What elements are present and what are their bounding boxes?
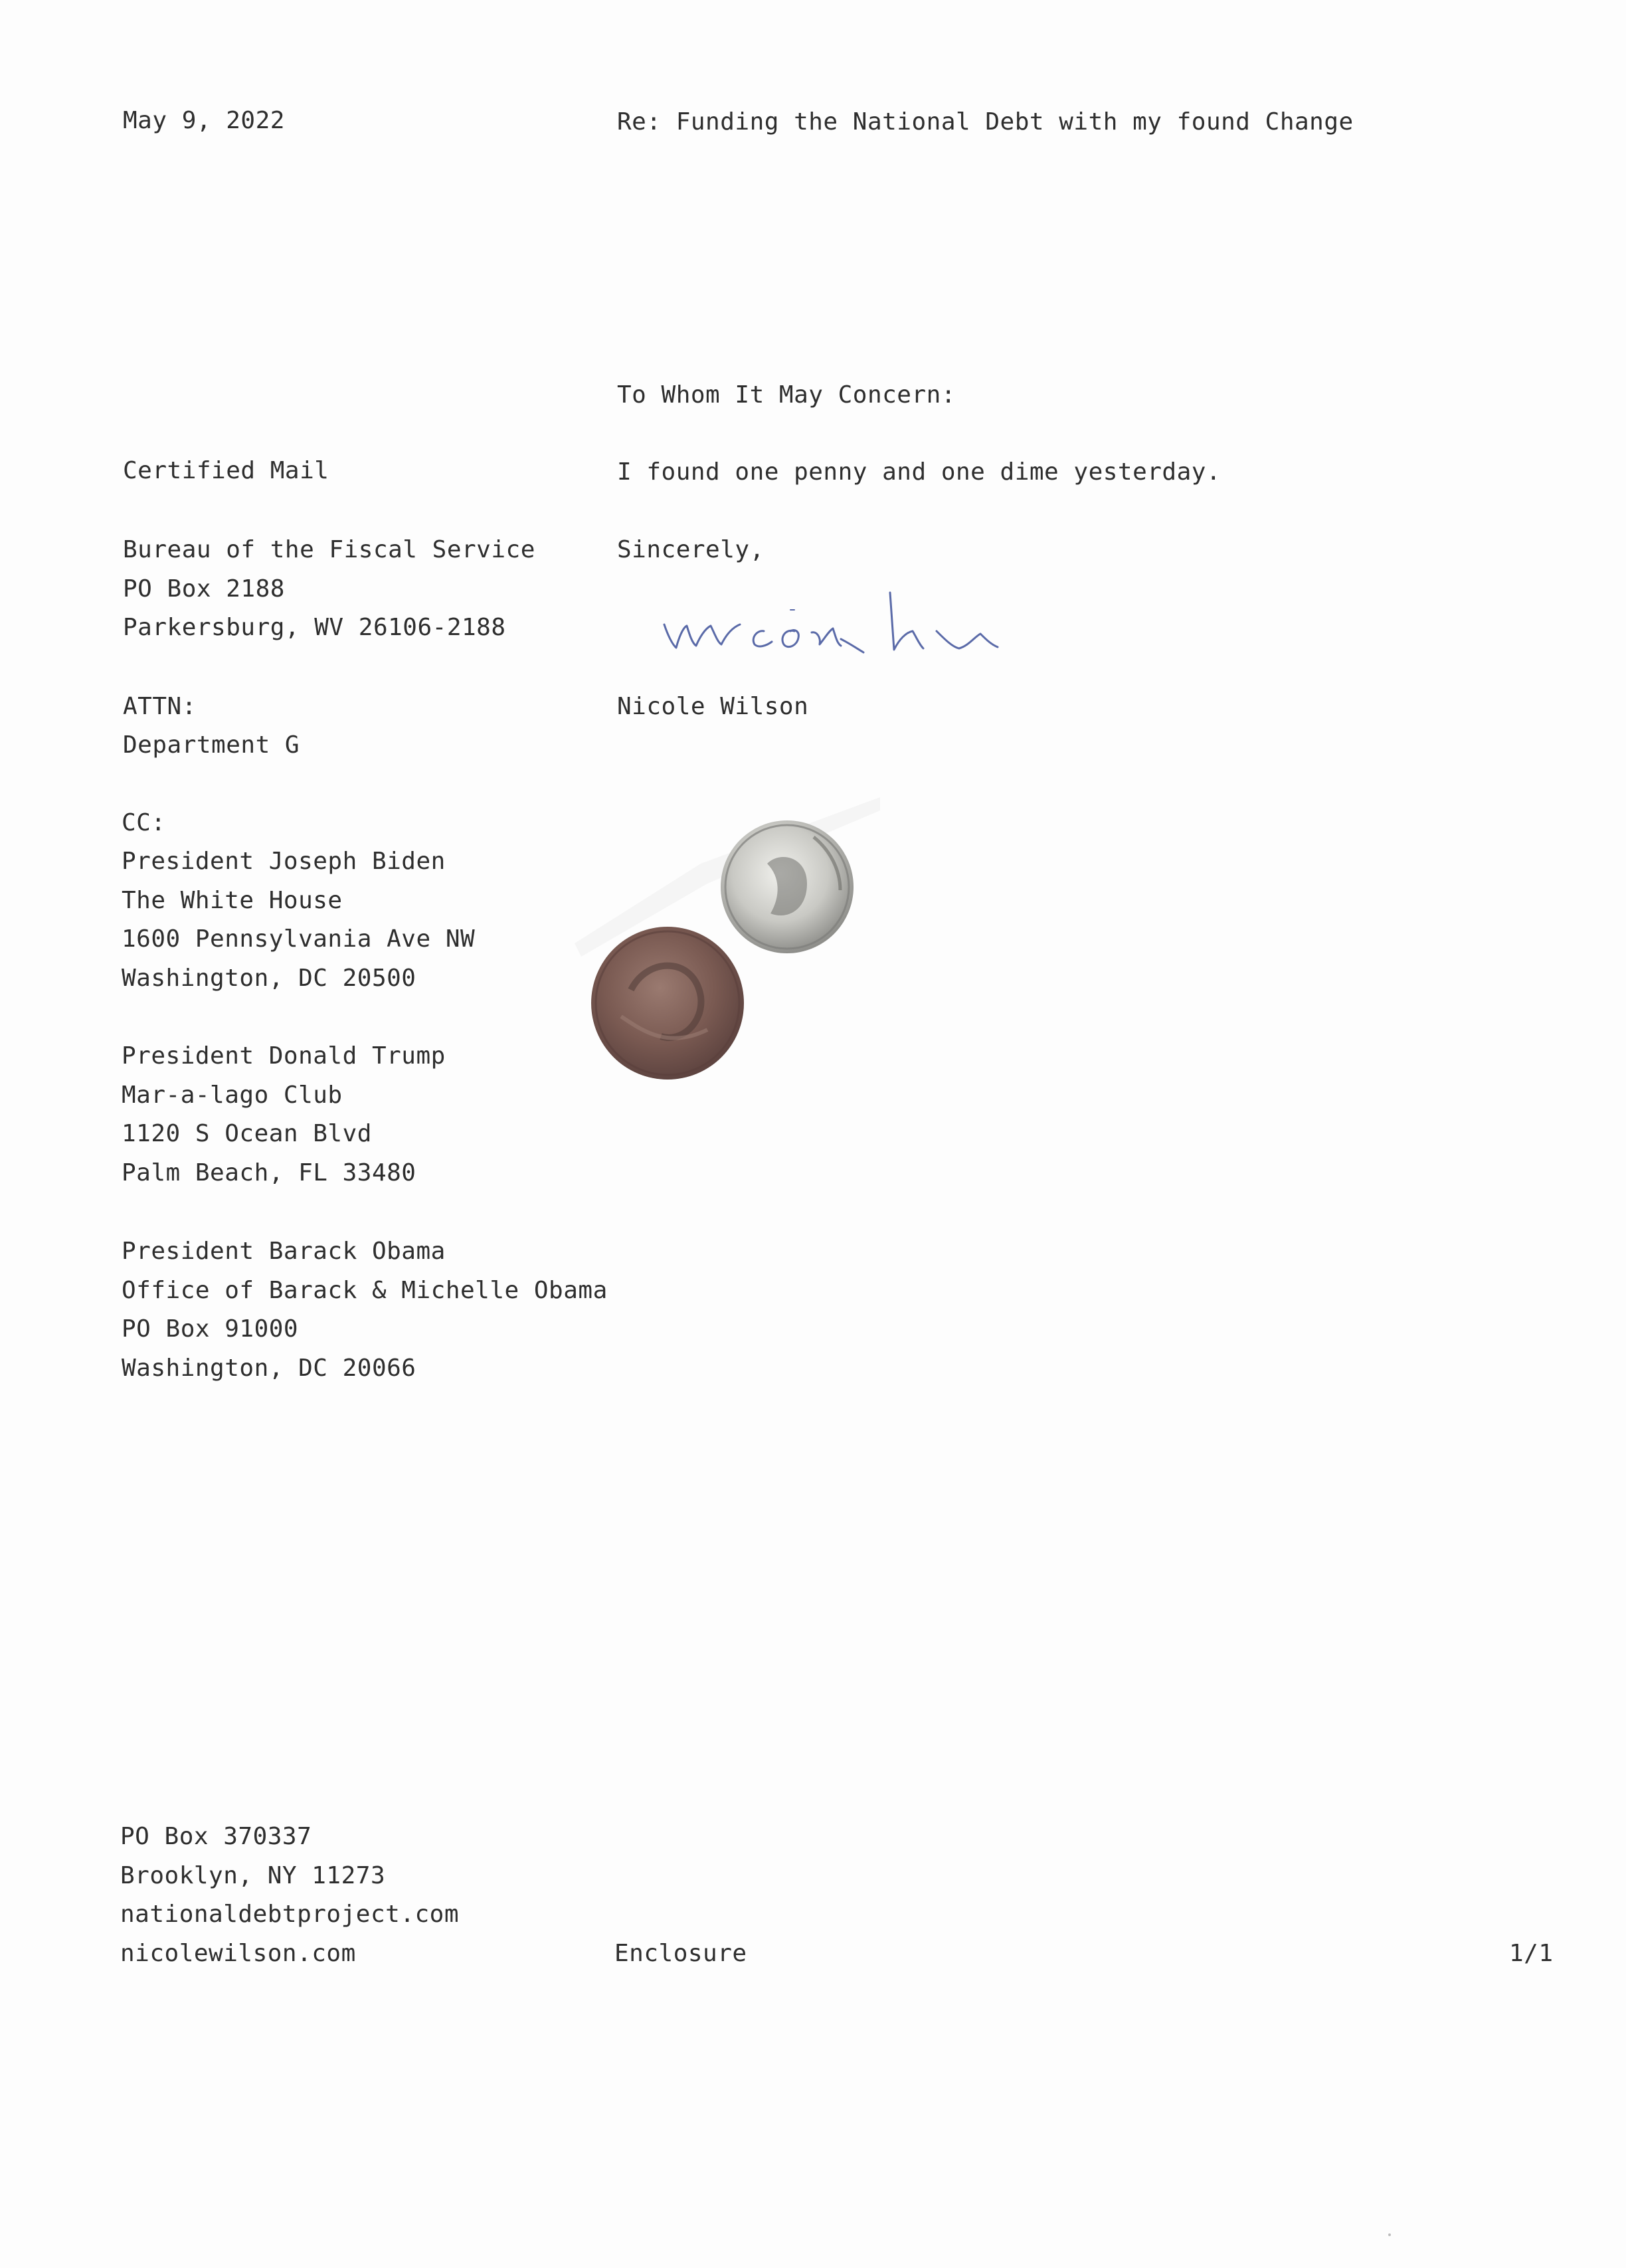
cc-address-line: Mar-a-lago Club xyxy=(122,1081,343,1109)
page-number: 1/1 xyxy=(1509,1940,1554,1967)
cc-address-line: 1120 S Ocean Blvd xyxy=(122,1120,372,1147)
cc-address-line: President Barack Obama xyxy=(122,1238,446,1265)
salutation: To Whom It May Concern: xyxy=(617,381,956,409)
cc-address-line: President Donald Trump xyxy=(122,1042,446,1070)
sender-address-line: PO Box 370337 xyxy=(120,1823,312,1850)
cc-address-line: President Joseph Biden xyxy=(122,848,446,875)
letter-body: I found one penny and one dime yesterday. xyxy=(617,458,1221,486)
closing: Sincerely, xyxy=(617,536,765,563)
enclosure-note: Enclosure xyxy=(614,1940,747,1967)
sender-address xyxy=(120,1818,459,1973)
sender-address-line: Brooklyn, NY 11273 xyxy=(120,1861,386,1889)
cc-address-line: Palm Beach, FL 33480 xyxy=(122,1159,416,1186)
cc-recipient xyxy=(122,1232,608,1388)
cc-recipient xyxy=(122,1037,446,1192)
cc-recipient xyxy=(122,842,475,998)
cc-address-line: Washington, DC 20500 xyxy=(122,964,416,992)
attn-department: Department G xyxy=(123,731,300,759)
sender-website: nationaldebtproject.com xyxy=(120,1901,459,1928)
dime-coin xyxy=(721,820,854,953)
signature-image xyxy=(658,585,1003,664)
recipient-address xyxy=(123,531,535,648)
recipient-address-line: PO Box 2188 xyxy=(123,575,285,603)
letter-date: May 9, 2022 xyxy=(123,107,285,134)
cc-label: CC: xyxy=(122,809,166,836)
cc-address-line: 1600 Pennsylvania Ave NW xyxy=(122,925,476,953)
scan-speck xyxy=(1388,2233,1391,2236)
recipient-address-line: Parkersburg, WV 26106-2188 xyxy=(123,614,506,641)
subject-line: Re: Funding the National Debt with my found Change xyxy=(617,108,1354,136)
enclosed-coins-image xyxy=(568,797,887,1089)
penny-coin xyxy=(591,927,744,1080)
signer-name: Nicole Wilson xyxy=(617,693,809,720)
delivery-method: Certified Mail xyxy=(123,457,329,484)
cc-address-line: The White House xyxy=(122,886,343,914)
cc-address-line: Washington, DC 20066 xyxy=(122,1354,416,1382)
sender-website: nicolewilson.com xyxy=(120,1939,356,1967)
recipient-address-line: Bureau of the Fiscal Service xyxy=(123,536,535,563)
cc-address-line: Office of Barack & Michelle Obama xyxy=(122,1276,608,1304)
cc-address-line: PO Box 91000 xyxy=(122,1315,299,1343)
attn-label: ATTN: xyxy=(123,693,197,720)
